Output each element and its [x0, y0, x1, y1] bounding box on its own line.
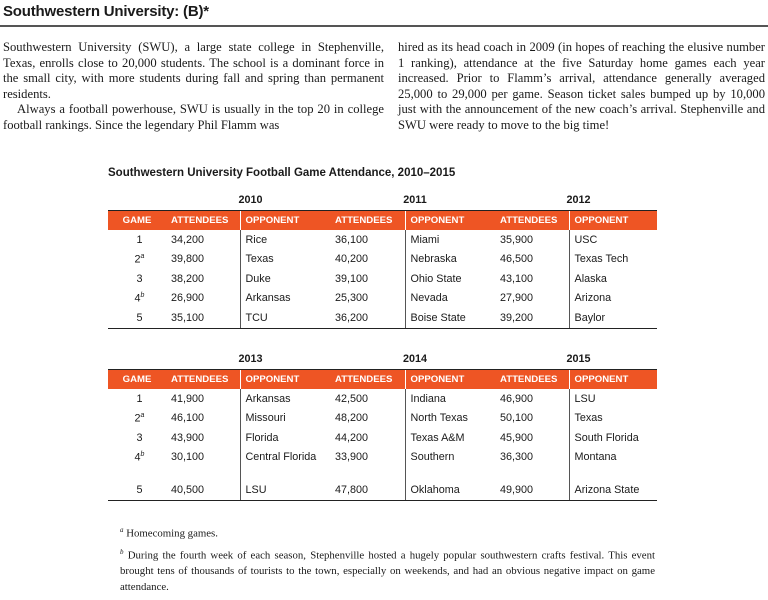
opponent-cell: Duke — [240, 269, 330, 289]
attendees-cell: 39,800 — [171, 253, 205, 266]
col-header-attendees: ATTENDEES — [330, 369, 405, 389]
year-label: 2013 — [166, 349, 330, 369]
year-header-row — [108, 190, 657, 210]
footnote-a — [120, 523, 655, 542]
attendees-cell: 30,100 — [171, 450, 205, 463]
footnote-b-text: During the fourth week of each season, Stephenville hosted a hugely popular southwestern crafts festival. This event brought tens of thousands of tourists to the town, especially on weekends, and had an obvious negative impact on game attendance. — [120, 549, 655, 593]
attendees-cell: 38,200 — [171, 272, 205, 285]
game-number-value: 1 — [136, 392, 143, 405]
year-label: 2014 — [330, 349, 495, 369]
col-header-game: GAME — [108, 210, 166, 230]
col-header-opponent: OPPONENT — [240, 369, 330, 389]
col-header-opponent: OPPONENT — [405, 210, 495, 230]
game-number — [108, 409, 166, 429]
attendees-cell: 49,900 — [495, 481, 569, 501]
year-label: 2012 — [495, 190, 657, 210]
attendees-cell: 47,800 — [330, 481, 405, 501]
game-number — [108, 269, 166, 289]
title-divider — [0, 25, 768, 27]
footnote-marker: b — [140, 450, 145, 458]
attendees-cell: 36,100 — [335, 233, 369, 246]
footnote-a-text: Homecoming games. — [126, 527, 218, 540]
game-number — [108, 250, 166, 270]
game-number-value: 2 — [134, 412, 141, 425]
opponent-cell: Texas A&M — [405, 428, 495, 448]
col-header-opponent: OPPONENT — [240, 210, 330, 230]
attendees-cell: 26,900 — [171, 292, 205, 305]
opponent-cell: Texas — [240, 250, 330, 270]
attendees-cell: 40,200 — [335, 253, 369, 266]
footnote-marker: a — [140, 252, 145, 260]
opponent-cell: Oklahoma — [405, 481, 495, 501]
year-label: 2015 — [495, 349, 657, 369]
table-row — [108, 481, 657, 501]
column-header-row — [108, 210, 657, 230]
game-number — [108, 389, 166, 409]
opponent-cell: Montana — [569, 448, 657, 481]
opponent-cell: Arizona — [569, 289, 657, 309]
footnote-marker: b — [140, 291, 145, 299]
opponent-cell: Arkansas — [240, 289, 330, 309]
opponent-cell: LSU — [240, 481, 330, 501]
opponent-cell: Boise State — [405, 308, 495, 328]
attendees-cell: 46,900 — [500, 392, 534, 405]
opponent-cell: Ohio State — [405, 269, 495, 289]
game-number-value: 3 — [136, 431, 143, 444]
attendees-cell: 50,100 — [500, 412, 534, 425]
col-header-attendees: ATTENDEES — [166, 210, 240, 230]
opponent-cell: Southern — [405, 448, 495, 481]
table-row — [108, 250, 657, 270]
game-number-value: 3 — [136, 272, 143, 285]
opponent-cell: South Florida — [569, 428, 657, 448]
attendees-cell: 48,200 — [335, 412, 369, 425]
game-number — [108, 428, 166, 448]
game-number-value: 4 — [134, 451, 141, 464]
table-row — [108, 230, 657, 250]
attendees-cell: 41,900 — [171, 392, 205, 405]
attendees-cell: 34,200 — [171, 233, 205, 246]
game-number-value: 1 — [136, 233, 143, 246]
table-row — [108, 308, 657, 328]
opponent-cell: Texas Tech — [569, 250, 657, 270]
attendees-cell: 43,100 — [500, 272, 534, 285]
footnote-b — [120, 545, 655, 595]
attendees-cell: 35,900 — [500, 233, 534, 246]
game-number — [108, 448, 166, 481]
opponent-cell: Miami — [405, 230, 495, 250]
table-title: Southwestern University Football Game Attendance, 2010–2015 — [108, 167, 456, 179]
col-header-attendees: ATTENDEES — [166, 369, 240, 389]
opponent-cell: LSU — [569, 389, 657, 409]
col-header-attendees: ATTENDEES — [495, 369, 569, 389]
attendance-table-2010-2012 — [108, 190, 657, 329]
opponent-cell: Florida — [240, 428, 330, 448]
opponent-cell: Texas — [569, 409, 657, 429]
game-number — [108, 481, 166, 501]
opponent-cell: Arizona State — [569, 481, 657, 501]
col-header-attendees: ATTENDEES — [330, 210, 405, 230]
opponent-cell: TCU — [240, 308, 330, 328]
attendees-cell: 46,100 — [171, 412, 205, 425]
game-number — [108, 230, 166, 250]
attendees-cell: 36,200 — [330, 308, 405, 328]
body-paragraph-2: Always a football powerhouse, SWU is usually in the top 20 in college football rankings. Since the legendary Phil Flamm was — [3, 102, 384, 132]
opponent-cell: Indiana — [405, 389, 495, 409]
attendees-cell: 43,900 — [171, 431, 205, 444]
attendees-cell: 33,900 — [335, 450, 369, 463]
game-number-value: 5 — [136, 484, 143, 497]
opponent-cell: USC — [569, 230, 657, 250]
year-header-row — [108, 349, 657, 369]
opponent-cell: Central Florida — [240, 448, 330, 481]
game-number-value: 5 — [136, 311, 143, 324]
attendees-cell: 35,100 — [166, 308, 240, 328]
game-number — [108, 289, 166, 309]
col-header-opponent: OPPONENT — [405, 369, 495, 389]
opponent-cell: Rice — [240, 230, 330, 250]
col-header-opponent: OPPONENT — [569, 369, 657, 389]
table-row — [108, 409, 657, 429]
opponent-cell: Missouri — [240, 409, 330, 429]
attendees-cell: 36,300 — [500, 450, 534, 463]
attendees-cell: 46,500 — [500, 253, 534, 266]
game-number-value: 2 — [134, 253, 141, 266]
footnote-marker: a — [140, 411, 145, 419]
table-row — [108, 428, 657, 448]
table-row — [108, 448, 657, 481]
opponent-cell: Arkansas — [240, 389, 330, 409]
attendees-cell: 40,500 — [166, 481, 240, 501]
attendees-cell: 39,100 — [335, 272, 369, 285]
opponent-cell: Nevada — [405, 289, 495, 309]
attendees-cell: 45,900 — [500, 431, 534, 444]
opponent-cell: Nebraska — [405, 250, 495, 270]
col-header-opponent: OPPONENT — [569, 210, 657, 230]
opponent-cell: Baylor — [569, 308, 657, 328]
opponent-cell: North Texas — [405, 409, 495, 429]
table-row — [108, 389, 657, 409]
game-number-value: 4 — [134, 292, 141, 305]
body-column-right — [398, 40, 765, 134]
col-header-game: GAME — [108, 369, 166, 389]
year-label: 2011 — [330, 190, 495, 210]
attendance-table-2013-2015 — [108, 349, 657, 501]
attendees-cell: 39,200 — [495, 308, 569, 328]
body-column-left — [3, 40, 384, 134]
body-paragraph-1: Southwestern University (SWU), a large state college in Stephenville, Texas, enrolls close to 20,000 students. The school is a dominant force in the small city, with more students during fall and spring than permanent residents. — [3, 40, 384, 101]
footnote-b-marker: b — [120, 548, 124, 557]
opponent-cell: Alaska — [569, 269, 657, 289]
attendees-cell: 27,900 — [500, 292, 534, 305]
attendees-cell: 44,200 — [335, 431, 369, 444]
footnotes — [120, 523, 655, 599]
game-number — [108, 308, 166, 328]
attendees-cell: 42,500 — [335, 392, 369, 405]
table-row — [108, 269, 657, 289]
table-row — [108, 289, 657, 309]
case-title: Southwestern University: (B)* — [3, 3, 209, 20]
col-header-attendees: ATTENDEES — [495, 210, 569, 230]
body-paragraph-3: hired as its head coach in 2009 (in hopes of reaching the elusive number 1 ranking), attendance at the five Saturday home games each year increased. Prior to Flamm’s arrival, attendance generally averaged 25,000 to 29,000 per game. Season ticket sales bumped up by 10,000 just with the announcement of the new coach’s arrival. Stephenville and SWU were ready to move to the big time! — [398, 40, 765, 132]
footnote-a-marker: a — [120, 526, 124, 534]
year-label: 2010 — [166, 190, 330, 210]
attendees-cell: 25,300 — [335, 292, 369, 305]
column-header-row — [108, 369, 657, 389]
